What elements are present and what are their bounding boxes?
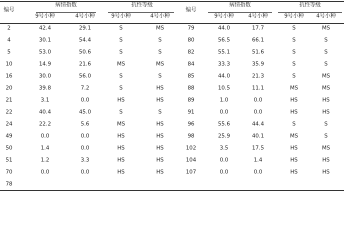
cell-index-race9: 0.0 xyxy=(219,156,229,163)
cell-id: 50 xyxy=(5,144,13,151)
cell-id: 4 xyxy=(7,36,11,43)
cell-grade-race9: S xyxy=(119,72,123,79)
cell-index-race4: 21.6 xyxy=(78,60,92,67)
cell-grade-race9: HS xyxy=(290,96,298,103)
cell-index-race4: 0.0 xyxy=(80,96,90,103)
col-header-id-left: 编号 xyxy=(3,7,15,14)
cell-index-race9: 30.0 xyxy=(38,72,52,79)
cell-index-race4: 0.0 xyxy=(253,168,263,175)
col-header-id-right: 编号 xyxy=(185,7,197,14)
group-underline xyxy=(278,12,342,13)
cell-index-race9: 53.0 xyxy=(38,48,52,55)
cell-index-race9: 42.4 xyxy=(38,24,52,31)
cell-index-race9: 1.0 xyxy=(219,96,229,103)
cell-index-race4: 17.5 xyxy=(251,144,265,151)
cell-index-race9: 0.0 xyxy=(40,132,50,139)
cell-index-race4: 40.1 xyxy=(251,132,265,139)
cell-grade-race9: S xyxy=(292,120,296,127)
table-bottom-rule xyxy=(0,190,344,191)
cell-grade-race4: MS xyxy=(321,84,331,91)
cell-id: 5 xyxy=(7,48,11,55)
cell-index-race4: 35.9 xyxy=(251,60,265,67)
subheader-race9: 9号小种 xyxy=(35,13,55,20)
group-header-resistance-right: 抗性等级 xyxy=(299,2,321,9)
cell-grade-race9: HS xyxy=(290,168,298,175)
cell-index-race4: 11.1 xyxy=(251,84,265,91)
cell-id: 24 xyxy=(5,120,13,127)
cell-grade-race4: MS xyxy=(321,144,331,151)
cell-grade-race4: HS xyxy=(156,120,164,127)
group-underline xyxy=(208,12,272,13)
cell-grade-race4: HS xyxy=(322,96,330,103)
cell-grade-race9: S xyxy=(292,60,296,67)
cell-index-race9: 3.5 xyxy=(219,144,229,151)
cell-id: 102 xyxy=(185,144,197,151)
cell-grade-race4: HS xyxy=(322,108,330,115)
group-underline xyxy=(36,12,96,13)
cell-index-race4: 50.6 xyxy=(78,48,92,55)
cell-grade-race4: MS xyxy=(155,60,165,67)
cell-grade-race4: S xyxy=(158,72,162,79)
cell-index-race4: 1.4 xyxy=(253,156,263,163)
cell-index-race9: 0.0 xyxy=(219,108,229,115)
cell-id: 89 xyxy=(187,96,195,103)
cell-id: 84 xyxy=(187,60,195,67)
cell-id: 107 xyxy=(185,168,197,175)
cell-grade-race4: HS xyxy=(156,168,164,175)
table-header-rule xyxy=(0,23,344,24)
cell-id: 21 xyxy=(5,96,13,103)
cell-index-race9: 55.6 xyxy=(217,120,231,127)
cell-grade-race4: S xyxy=(324,60,328,67)
subheader-race4: 4号小种 xyxy=(75,13,95,20)
cell-index-race9: 30.1 xyxy=(38,36,52,43)
cell-index-race4: 0.0 xyxy=(253,108,263,115)
cell-grade-race4: S xyxy=(324,48,328,55)
cell-index-race9: 0.0 xyxy=(40,168,50,175)
cell-grade-race4: HS xyxy=(156,156,164,163)
cell-index-race4: 0.0 xyxy=(80,144,90,151)
cell-grade-race9: MS xyxy=(289,132,299,139)
cell-id: 20 xyxy=(5,84,13,91)
cell-id: 16 xyxy=(5,72,13,79)
cell-index-race4: 17.7 xyxy=(251,24,265,31)
cell-id: 2 xyxy=(7,24,11,31)
cell-grade-race9: HS xyxy=(290,156,298,163)
cell-grade-race9: S xyxy=(119,24,123,31)
cell-index-race4: 56.0 xyxy=(78,72,92,79)
cell-index-race4: 54.4 xyxy=(78,36,92,43)
subheader-race9: 9号小种 xyxy=(214,13,234,20)
cell-grade-race4: S xyxy=(158,108,162,115)
cell-id: 104 xyxy=(185,156,197,163)
cell-index-race9: 25.9 xyxy=(217,132,231,139)
cell-index-race4: 21.3 xyxy=(251,72,265,79)
cell-id: 70 xyxy=(5,168,13,175)
cell-grade-race4: HS xyxy=(156,132,164,139)
cell-index-race9: 56.5 xyxy=(217,36,231,43)
cell-grade-race4: HS xyxy=(322,168,330,175)
cell-id: 49 xyxy=(5,132,13,139)
cell-index-race9: 55.1 xyxy=(217,48,231,55)
cell-grade-race9: HS xyxy=(117,144,125,151)
cell-index-race4: 0.0 xyxy=(80,132,90,139)
cell-grade-race9: MS xyxy=(116,60,126,67)
subheader-race4: 4号小种 xyxy=(248,13,268,20)
cell-grade-race4: S xyxy=(158,48,162,55)
cell-grade-race9: MS xyxy=(116,120,126,127)
cell-grade-race9: HS xyxy=(117,168,125,175)
cell-grade-race9: HS xyxy=(290,144,298,151)
cell-index-race9: 10.5 xyxy=(217,84,231,91)
cell-grade-race4: S xyxy=(324,132,328,139)
cell-index-race9: 22.2 xyxy=(38,120,52,127)
cell-index-race4: 29.1 xyxy=(78,24,92,31)
group-header-disease-index-left: 病情指数 xyxy=(55,2,77,9)
subheader-race9: 9号小种 xyxy=(284,13,304,20)
cell-grade-race9: HS xyxy=(117,96,125,103)
cell-index-race9: 3.1 xyxy=(40,96,50,103)
cell-grade-race9: S xyxy=(119,108,123,115)
group-underline xyxy=(108,12,174,13)
cell-grade-race4: S xyxy=(324,120,328,127)
cell-id: 85 xyxy=(187,72,195,79)
cell-grade-race9: S xyxy=(292,72,296,79)
cell-index-race4: 0.0 xyxy=(80,168,90,175)
cell-grade-race4: MS xyxy=(321,24,331,31)
cell-id: 80 xyxy=(187,36,195,43)
cell-index-race9: 39.8 xyxy=(38,84,52,91)
cell-id: 79 xyxy=(187,24,195,31)
cell-grade-race4: S xyxy=(324,36,328,43)
table-top-rule xyxy=(0,1,344,2)
cell-id: 91 xyxy=(187,108,195,115)
cell-grade-race4: HS xyxy=(322,156,330,163)
cell-index-race9: 44.0 xyxy=(217,72,231,79)
cell-id: 96 xyxy=(187,120,195,127)
cell-grade-race9: HS xyxy=(117,132,125,139)
cell-id: 78 xyxy=(5,180,13,187)
cell-index-race4: 51.6 xyxy=(251,48,265,55)
cell-id: 88 xyxy=(187,84,195,91)
cell-grade-race9: S xyxy=(292,36,296,43)
cell-index-race4: 0.0 xyxy=(253,96,263,103)
cell-id: 10 xyxy=(5,60,13,67)
group-header-disease-index-right: 病情指数 xyxy=(229,2,251,9)
cell-grade-race4: MS xyxy=(321,72,331,79)
cell-grade-race4: MS xyxy=(155,24,165,31)
cell-grade-race9: S xyxy=(119,48,123,55)
cell-grade-race9: S xyxy=(119,84,123,91)
cell-index-race9: 40.4 xyxy=(38,108,52,115)
cell-grade-race9: MS xyxy=(289,84,299,91)
cell-index-race4: 3.3 xyxy=(80,156,90,163)
cell-index-race4: 44.4 xyxy=(251,120,265,127)
cell-grade-race4: HS xyxy=(156,96,164,103)
cell-id: 82 xyxy=(187,48,195,55)
subheader-race4: 4号小种 xyxy=(150,13,170,20)
cell-index-race9: 1.4 xyxy=(40,144,50,151)
subheader-race9: 9号小种 xyxy=(111,13,131,20)
cell-index-race4: 66.1 xyxy=(251,36,265,43)
cell-index-race9: 14.9 xyxy=(38,60,52,67)
cell-grade-race4: HS xyxy=(156,84,164,91)
cell-id: 98 xyxy=(187,132,195,139)
cell-grade-race4: S xyxy=(158,36,162,43)
subheader-race4: 4号小种 xyxy=(316,13,336,20)
cell-index-race9: 1.2 xyxy=(40,156,50,163)
cell-index-race9: 33.3 xyxy=(217,60,231,67)
group-header-resistance-left: 抗性等级 xyxy=(131,2,153,9)
cell-index-race4: 45.0 xyxy=(78,108,92,115)
cell-id: 22 xyxy=(5,108,13,115)
cell-grade-race9: S xyxy=(292,24,296,31)
cell-grade-race4: HS xyxy=(156,144,164,151)
cell-index-race9: 0.0 xyxy=(219,168,229,175)
cell-grade-race9: HS xyxy=(290,108,298,115)
cell-grade-race9: S xyxy=(119,36,123,43)
cell-index-race4: 7.2 xyxy=(80,84,90,91)
cell-index-race9: 44.0 xyxy=(217,24,231,31)
cell-id: 51 xyxy=(5,156,13,163)
cell-index-race4: 5.6 xyxy=(80,120,90,127)
cell-grade-race9: S xyxy=(292,48,296,55)
cell-grade-race9: HS xyxy=(117,156,125,163)
